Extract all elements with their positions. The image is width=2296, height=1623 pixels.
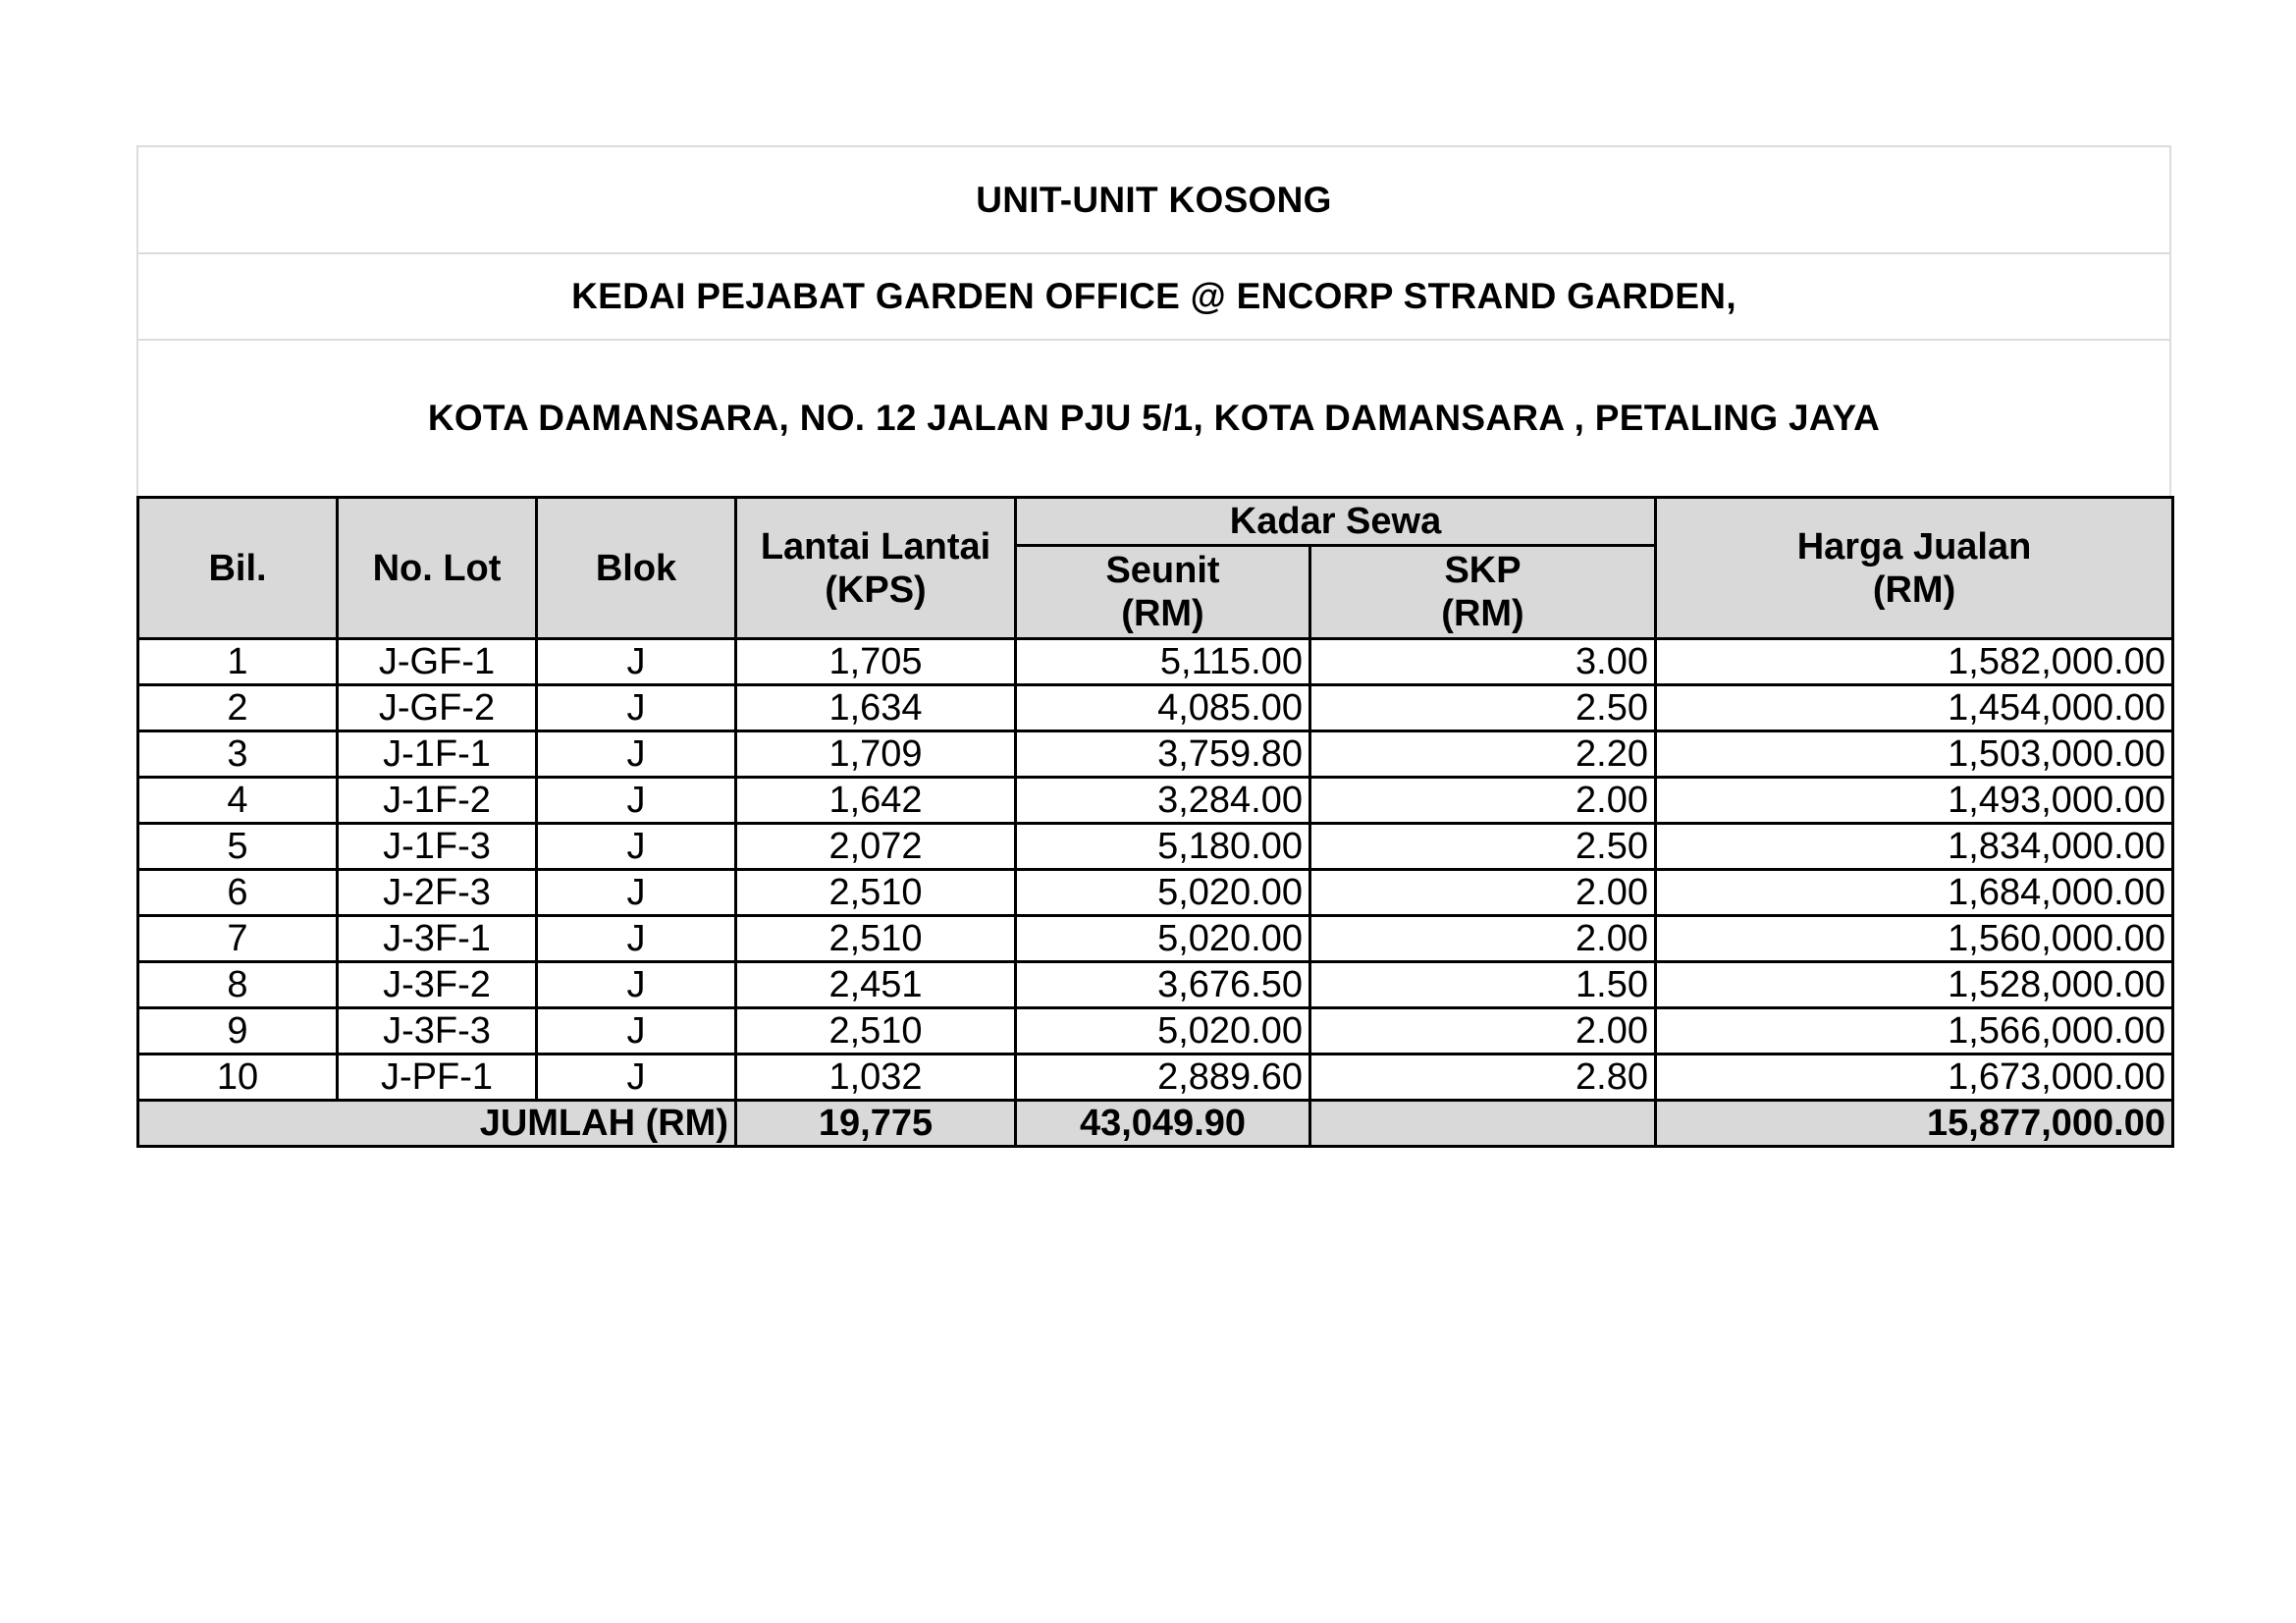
cell-skp: 2.00 (1310, 870, 1656, 916)
header-harga-jualan (1656, 498, 2173, 639)
cell-bil: 3 (138, 731, 338, 778)
cell-harga: 1,503,000.00 (1656, 731, 2173, 778)
vacant-units-table (136, 496, 2174, 1148)
cell-harga: 1,684,000.00 (1656, 870, 2173, 916)
cell-blok: J (537, 1008, 736, 1055)
cell-lantai: 1,032 (736, 1055, 1016, 1101)
cell-blok: J (537, 685, 736, 731)
cell-skp: 2.00 (1310, 916, 1656, 962)
cell-lot: J-3F-1 (338, 916, 537, 962)
cell-lot: J-3F-3 (338, 1008, 537, 1055)
cell-seunit: 3,284.00 (1016, 778, 1310, 824)
cell-lantai: 2,510 (736, 1008, 1016, 1055)
cell-lantai: 2,072 (736, 824, 1016, 870)
cell-blok: J (537, 824, 736, 870)
cell-skp: 3.00 (1310, 639, 1656, 685)
table-row (138, 639, 2173, 685)
cell-blok: J (537, 731, 736, 778)
table-row (138, 824, 2173, 870)
cell-lot: J-GF-1 (338, 639, 537, 685)
cell-harga: 1,834,000.00 (1656, 824, 2173, 870)
header-lantai (736, 498, 1016, 639)
table-row (138, 731, 2173, 778)
document-sheet (136, 145, 2171, 1148)
cell-skp: 2.00 (1310, 1008, 1656, 1055)
cell-lot: J-3F-2 (338, 962, 537, 1008)
cell-bil: 5 (138, 824, 338, 870)
total-seunit: 43,049.90 (1016, 1101, 1310, 1147)
header-bil: Bil. (138, 498, 338, 639)
cell-lantai: 2,451 (736, 962, 1016, 1008)
cell-harga: 1,454,000.00 (1656, 685, 2173, 731)
header-harga-label: Harga Jualan (1796, 525, 2032, 568)
table-footer (138, 1101, 2173, 1147)
cell-bil: 10 (138, 1055, 338, 1101)
cell-seunit: 2,889.60 (1016, 1055, 1310, 1101)
header-skp-label: SKP (1444, 550, 1522, 591)
cell-skp: 2.50 (1310, 685, 1656, 731)
cell-blok: J (537, 870, 736, 916)
cell-harga: 1,528,000.00 (1656, 962, 2173, 1008)
cell-bil: 1 (138, 639, 338, 685)
cell-bil: 9 (138, 1008, 338, 1055)
header-lantai-unit: (KPS) (825, 568, 927, 611)
cell-seunit: 5,020.00 (1016, 916, 1310, 962)
header-seunit (1016, 546, 1310, 639)
cell-lot: J-PF-1 (338, 1055, 537, 1101)
table-row (138, 870, 2173, 916)
cell-lantai: 1,705 (736, 639, 1016, 685)
cell-harga: 1,560,000.00 (1656, 916, 2173, 962)
cell-seunit: 5,020.00 (1016, 870, 1310, 916)
cell-lot: J-1F-3 (338, 824, 537, 870)
cell-harga: 1,673,000.00 (1656, 1055, 2173, 1101)
header-blok: Blok (537, 498, 736, 639)
table-header (138, 498, 2173, 639)
cell-lantai: 1,709 (736, 731, 1016, 778)
property-address: KOTA DAMANSARA, NO. 12 JALAN PJU 5/1, KOTA DAMANSARA , PETALING JAYA (427, 398, 1881, 438)
header-skp (1310, 546, 1656, 639)
header-seunit-unit: (RM) (1121, 593, 1204, 634)
cell-bil: 2 (138, 685, 338, 731)
cell-seunit: 3,759.80 (1016, 731, 1310, 778)
property-name: KEDAI PEJABAT GARDEN OFFICE @ ENCORP STRAND GARDEN, (138, 254, 2169, 341)
title-box (136, 145, 2171, 496)
header-lantai-label: Lantai Lantai (760, 525, 991, 568)
header-harga-unit: (RM) (1872, 568, 1956, 611)
cell-lot: J-1F-2 (338, 778, 537, 824)
cell-skp: 2.50 (1310, 824, 1656, 870)
cell-blok: J (537, 916, 736, 962)
cell-lot: J-2F-3 (338, 870, 537, 916)
header-seunit-label: Seunit (1105, 550, 1220, 591)
cell-blok: J (537, 778, 736, 824)
cell-skp: 2.00 (1310, 778, 1656, 824)
totals-label: JUMLAH (RM) (138, 1101, 736, 1147)
document-title: UNIT-UNIT KOSONG (138, 147, 2169, 254)
cell-bil: 6 (138, 870, 338, 916)
table-row (138, 778, 2173, 824)
cell-harga: 1,566,000.00 (1656, 1008, 2173, 1055)
cell-bil: 8 (138, 962, 338, 1008)
cell-seunit: 3,676.50 (1016, 962, 1310, 1008)
header-no-lot: No. Lot (338, 498, 537, 639)
cell-bil: 4 (138, 778, 338, 824)
cell-lantai: 1,634 (736, 685, 1016, 731)
cell-seunit: 5,115.00 (1016, 639, 1310, 685)
cell-lot: J-GF-2 (338, 685, 537, 731)
cell-blok: J (537, 639, 736, 685)
total-skp (1310, 1101, 1656, 1147)
cell-seunit: 5,180.00 (1016, 824, 1310, 870)
cell-blok: J (537, 1055, 736, 1101)
cell-harga: 1,493,000.00 (1656, 778, 2173, 824)
cell-harga: 1,582,000.00 (1656, 639, 2173, 685)
cell-lantai: 1,642 (736, 778, 1016, 824)
cell-blok: J (537, 962, 736, 1008)
cell-skp: 2.80 (1310, 1055, 1656, 1101)
table-body (138, 639, 2173, 1101)
total-lantai: 19,775 (736, 1101, 1016, 1147)
cell-lantai: 2,510 (736, 870, 1016, 916)
cell-skp: 1.50 (1310, 962, 1656, 1008)
cell-skp: 2.20 (1310, 731, 1656, 778)
table-row (138, 685, 2173, 731)
totals-row (138, 1101, 2173, 1147)
header-kadar-sewa: Kadar Sewa (1016, 498, 1656, 546)
cell-seunit: 4,085.00 (1016, 685, 1310, 731)
header-skp-unit: (RM) (1441, 593, 1524, 634)
total-harga: 15,877,000.00 (1656, 1101, 2173, 1147)
table-row (138, 1055, 2173, 1101)
cell-lantai: 2,510 (736, 916, 1016, 962)
table-row (138, 916, 2173, 962)
cell-bil: 7 (138, 916, 338, 962)
cell-lot: J-1F-1 (338, 731, 537, 778)
table-row (138, 1008, 2173, 1055)
table-row (138, 962, 2173, 1008)
cell-seunit: 5,020.00 (1016, 1008, 1310, 1055)
